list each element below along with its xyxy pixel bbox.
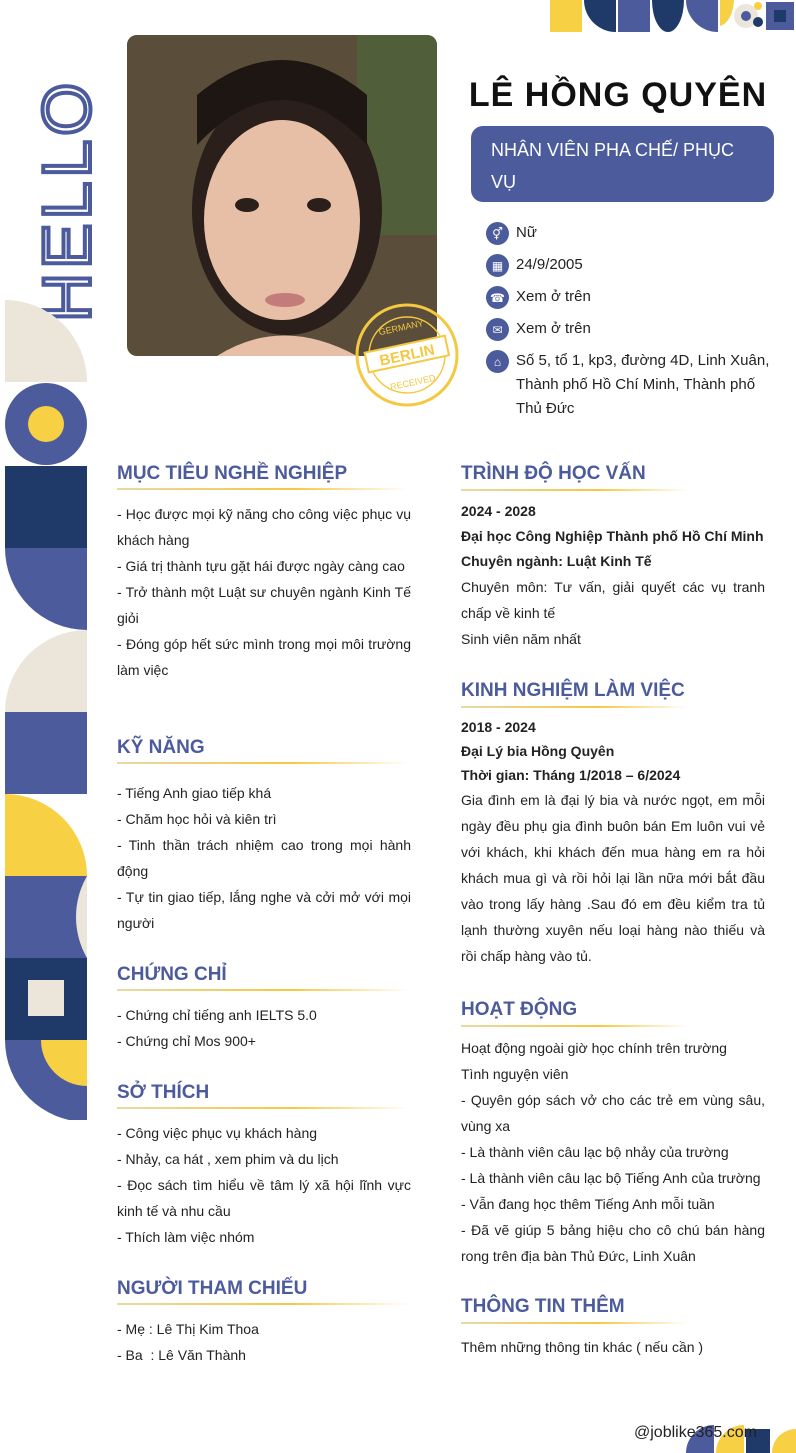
- education-period: 2024 - 2028: [461, 503, 536, 519]
- additional-text: Thêm những thông tin khác ( nếu cần ): [461, 1339, 704, 1355]
- objective-item: - Đóng góp hết sức mình trong mọi môi trường làm việc: [117, 636, 411, 678]
- reference-item: - Mẹ : Lê Thị Kim Thoa: [117, 1321, 259, 1337]
- info-address: [486, 349, 776, 421]
- objective-item: - Giá trị thành tựu gặt hái được ngày càng cao: [117, 558, 405, 574]
- birthday-value: 24/9/2005: [516, 256, 583, 273]
- objective-item: - Trở thành một Luật sư chuyên ngành Kinh Tế giỏi: [117, 584, 411, 626]
- education-status: Sinh viên năm nhất: [461, 631, 581, 647]
- email-value: Xem ở trên: [516, 320, 591, 337]
- activity-item: - Đã vẽ giúp 5 bảng hiệu cho cô chú bán hàng rong trên địa bàn Thủ Đức, Linh Xuân: [461, 1222, 765, 1264]
- info-birthday: [486, 253, 583, 277]
- stamp-germany: GERMANY: [377, 317, 425, 338]
- certificate-item: - Chứng chỉ Mos 900+: [117, 1033, 256, 1049]
- activity-item: Hoạt động ngoài giờ học chính trên trường: [461, 1040, 727, 1056]
- candidate-name: LÊ HỒNG QUYÊN: [468, 76, 768, 114]
- activity-item: - Quyên góp sách vở cho các trẻ em vùng sâu, vùng xa: [461, 1092, 765, 1134]
- hobby-item: - Đọc sách tìm hiểu về tâm lý xã hội lĩnh vực kinh tế và nhu cầu: [117, 1177, 411, 1219]
- stamp-berlin: BERLIN: [378, 341, 437, 370]
- home-icon: ⌂: [486, 350, 509, 373]
- references-title: NGƯỜI THAM CHIẾU: [117, 1278, 308, 1299]
- additional-underline: [461, 1322, 689, 1324]
- activity-item: - Là thành viên câu lạc bộ Tiếng Anh của trường: [461, 1170, 761, 1186]
- berlin-stamp: [352, 300, 462, 410]
- hobbies-list: [117, 1120, 411, 1250]
- gender-value: Nữ: [516, 224, 537, 241]
- objective-underline: [117, 488, 409, 490]
- certificates-title: CHỨNG CHỈ: [117, 964, 227, 985]
- experience-time: Thời gian: Tháng 1/2018 – 6/2024: [461, 767, 681, 783]
- hobbies-title: SỞ THÍCH: [117, 1082, 210, 1103]
- certificates-underline: [117, 989, 409, 991]
- education-underline: [461, 489, 689, 491]
- hello-text: [8, 58, 114, 328]
- experience-title: KINH NGHIỆM LÀM VIỆC: [461, 680, 685, 701]
- skills-list: [117, 780, 411, 936]
- certificate-item: - Chứng chỉ tiếng anh IELTS 5.0: [117, 1007, 317, 1023]
- hobby-item: - Thích làm việc nhóm: [117, 1229, 255, 1245]
- watermark: @joblike365.com: [634, 1424, 757, 1441]
- references-list: [117, 1316, 411, 1368]
- additional-title: THÔNG TIN THÊM: [461, 1296, 625, 1317]
- education-title: TRÌNH ĐỘ HỌC VẤN: [461, 463, 646, 484]
- references-underline: [117, 1303, 409, 1305]
- skill-item: - Chăm học hỏi và kiên trì: [117, 811, 277, 827]
- hello-text-svg: HELLO: [29, 79, 105, 322]
- skills-title: KỸ NĂNG: [117, 737, 205, 758]
- hobby-item: - Nhảy, ca hát , xem phim và du lịch: [117, 1151, 339, 1167]
- info-phone: [486, 285, 591, 309]
- objective-list: [117, 501, 411, 683]
- job-title: NHÂN VIÊN PHA CHẾ/ PHỤC VỤ: [471, 126, 774, 202]
- objective-item: - Học được mọi kỹ năng cho công việc phục vụ khách hàng: [117, 506, 411, 548]
- top-decoration: [548, 0, 796, 32]
- email-icon: ✉: [486, 318, 509, 341]
- info-gender: [486, 221, 537, 245]
- stamp-received: RECEIVED: [389, 372, 437, 393]
- experience-description: Gia đình em là đại lý bia và nước ngọt, em mỗi ngày đều phụ gia đình buôn bán Em luôn vui vẻ với khách, khi khách đến mua hàng em ra hỏi khách mua gì và rồi hỏi lại lần nữa mới bắt đầu vào trong lấy hàng .Sau đó em đều kiểm tra tủ lạnh thường xuyên nếu loại hàng nào thiếu và rồi chấp hàng vào tủ.: [461, 792, 765, 964]
- activities-title: HOẠT ĐỘNG: [461, 999, 578, 1020]
- activities-underline: [461, 1025, 689, 1027]
- address-value: Số 5, tổ 1, kp3, đường 4D, Linh Xuân, Thành phố Hồ Chí Minh, Thành phố Thủ Đức: [516, 352, 770, 417]
- activity-item: Tình nguyện viên: [461, 1066, 569, 1082]
- activity-item: - Là thành viên câu lạc bộ nhảy của trường: [461, 1144, 729, 1160]
- experience-block: [461, 715, 765, 969]
- objective-title: MỤC TIÊU NGHỀ NGHIỆP: [117, 463, 348, 484]
- education-major: Chuyên ngành: Luật Kinh Tế: [461, 553, 652, 569]
- skill-item: - Tự tin giao tiếp, lắng nghe và cởi mở với mọi người: [117, 889, 411, 931]
- hobby-item: - Công việc phục vụ khách hàng: [117, 1125, 318, 1141]
- reference-item: - Ba : Lê Văn Thành: [117, 1347, 246, 1363]
- phone-icon: ☎: [486, 286, 509, 309]
- calendar-icon: ▦: [486, 254, 509, 277]
- experience-period: 2018 - 2024: [461, 719, 536, 735]
- education-detail: Chuyên môn: Tư vấn, giải quyết các vụ tranh chấp về kinh tế: [461, 579, 765, 621]
- experience-company: Đại Lý bia Hồng Quyên: [461, 743, 615, 759]
- skill-item: - Tiếng Anh giao tiếp khá: [117, 785, 272, 801]
- activity-item: - Vẫn đang học thêm Tiếng Anh mỗi tuần: [461, 1196, 715, 1212]
- education-block: [461, 499, 765, 652]
- gender-icon: ⚥: [486, 222, 509, 245]
- experience-underline: [461, 706, 689, 708]
- phone-value: Xem ở trên: [516, 288, 591, 305]
- left-decoration: [5, 300, 87, 1120]
- activities-list: [461, 1035, 765, 1269]
- certificates-list: [117, 1002, 411, 1054]
- skills-underline: [117, 762, 409, 764]
- education-school: Đại học Công Nghiệp Thành phố Hồ Chí Minh: [461, 528, 764, 544]
- skill-item: - Tinh thần trách nhiệm cao trong mọi hành động: [117, 837, 411, 879]
- info-email: [486, 317, 591, 341]
- hobbies-underline: [117, 1107, 409, 1109]
